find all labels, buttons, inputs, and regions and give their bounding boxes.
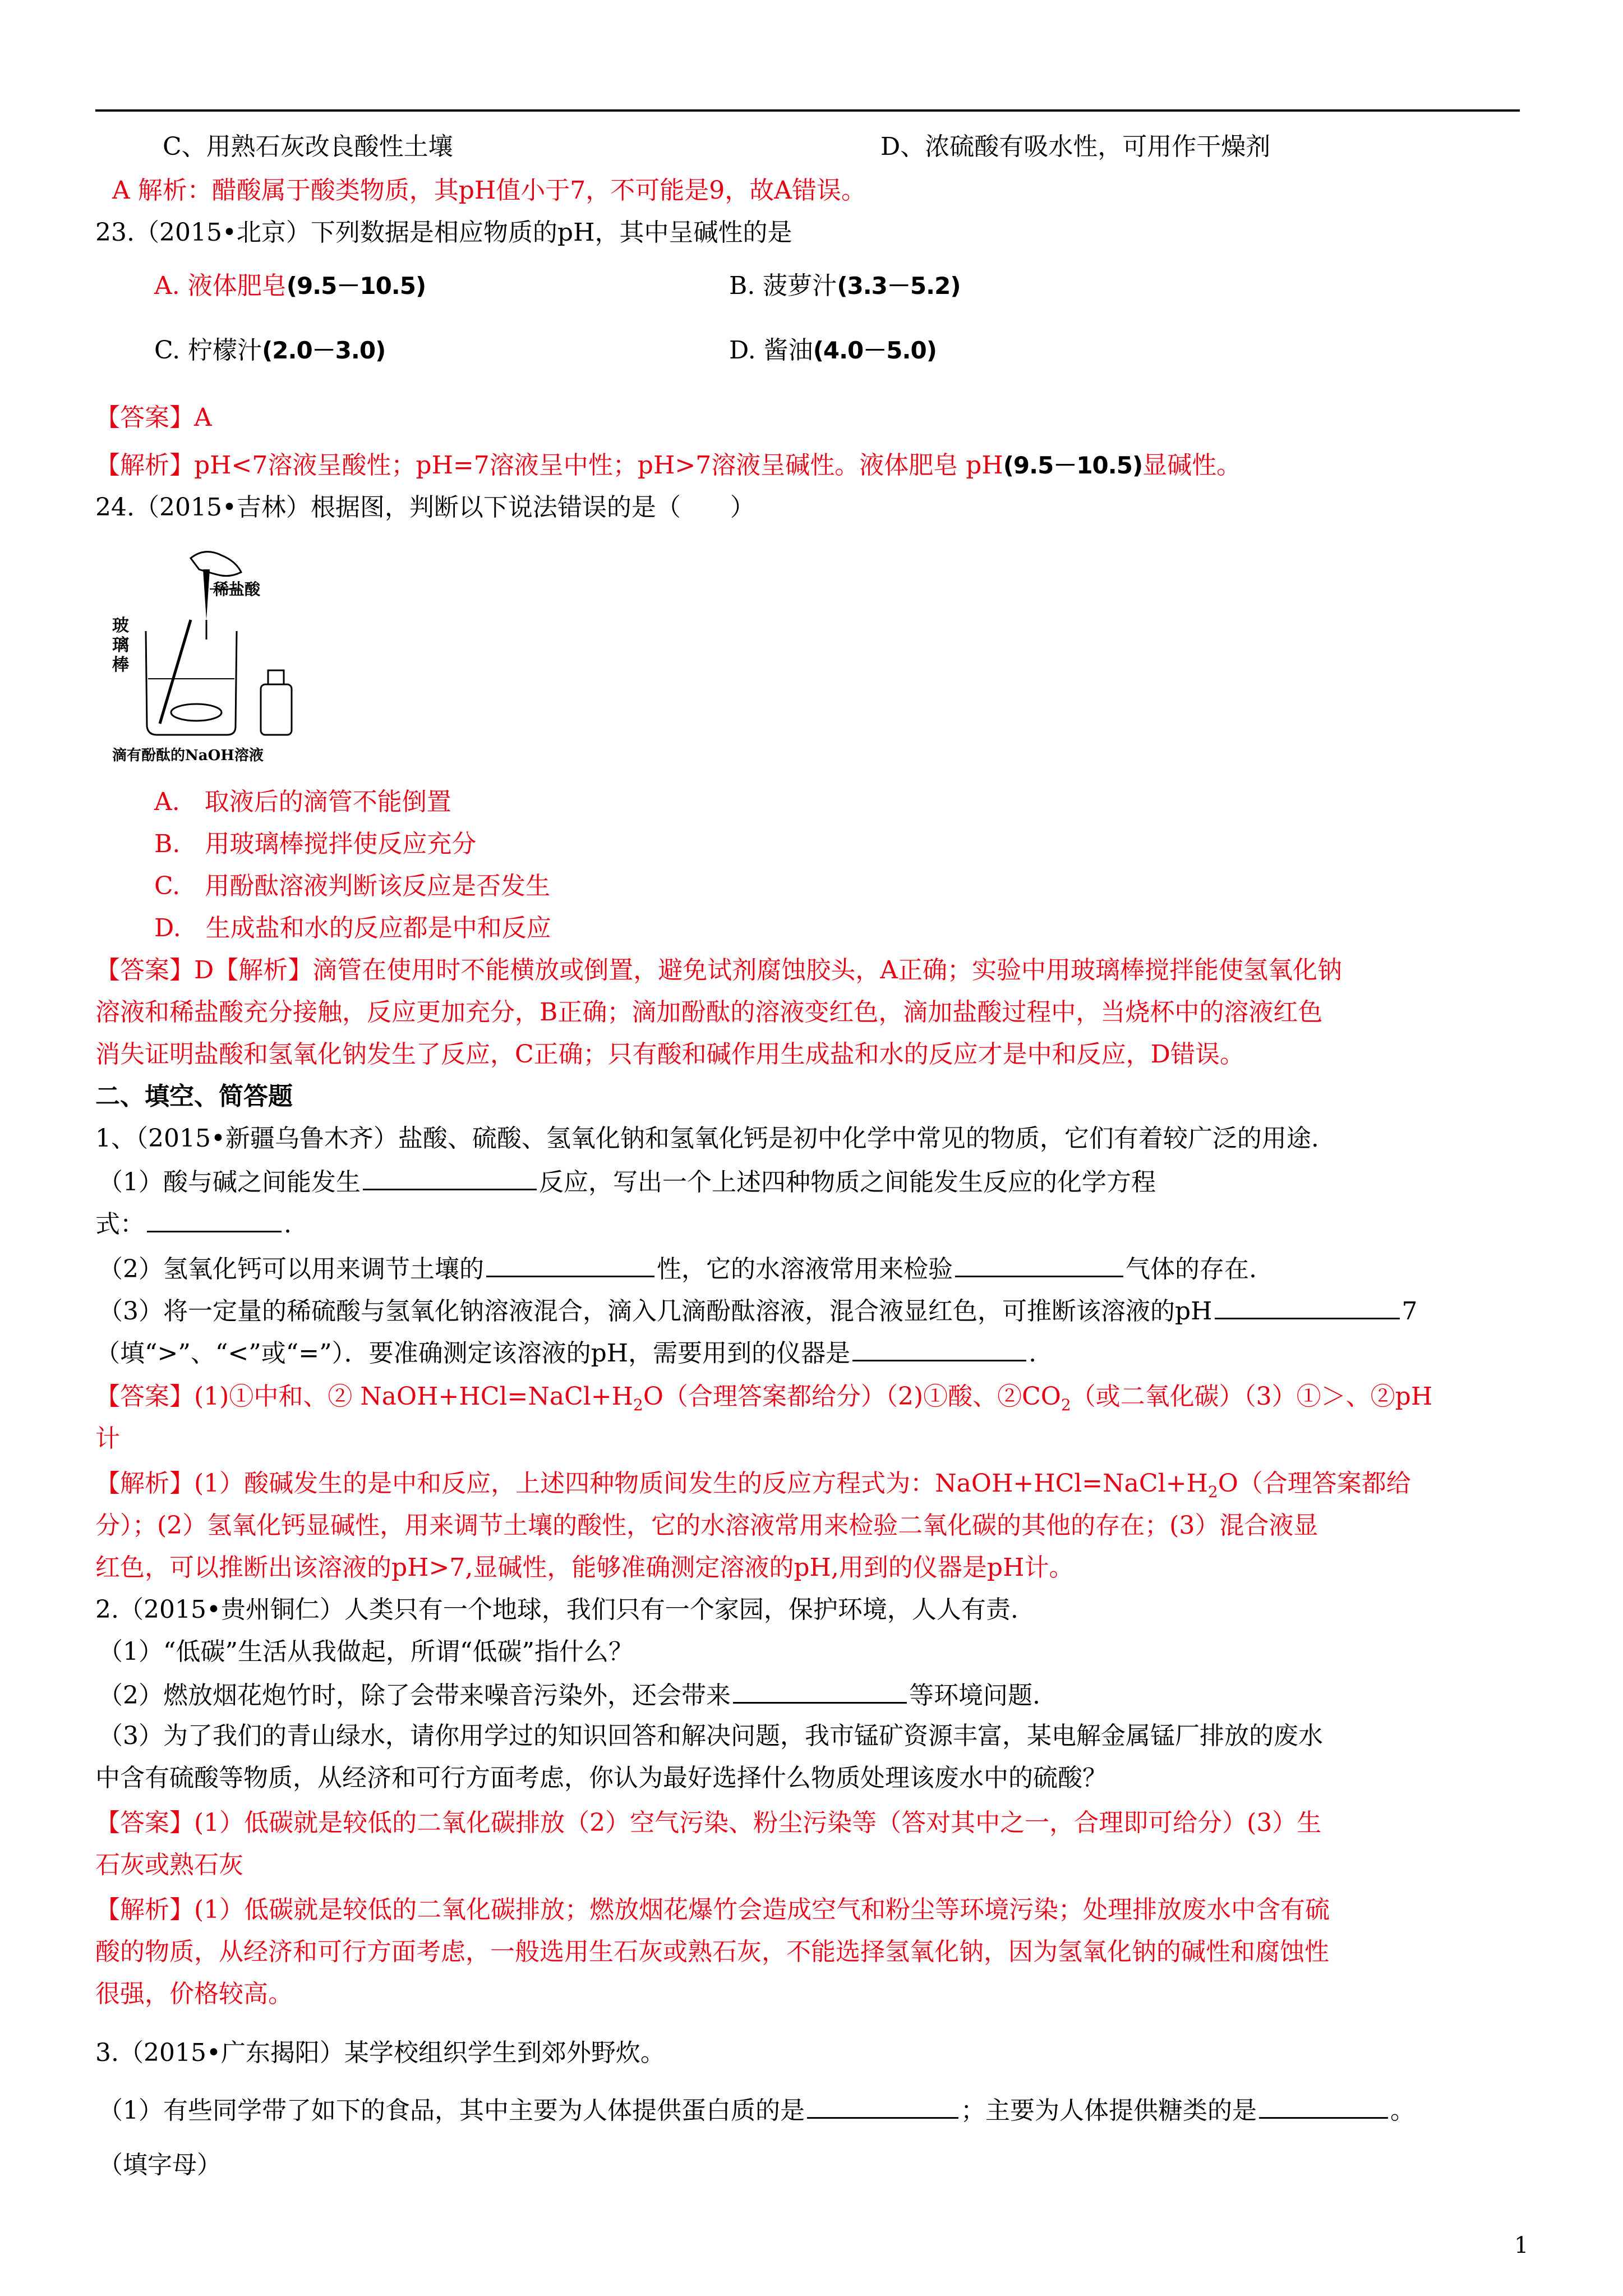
- fq1-analysis-sub: 2: [1207, 1482, 1218, 1501]
- fq1-stem: 1、（2015•新疆乌鲁木齐）盐酸、硫酸、氢氧化钠和氢氧化钙是初中化学中常见的物质，它们有着较广泛的用途.: [95, 1124, 1319, 1153]
- fq1-analysis-text-b: O（合理答案都给: [1218, 1469, 1411, 1498]
- fq3-part1-text-a: （1）有些同学带了如下的食品，其中主要为人体提供蛋白质的是: [98, 2096, 805, 2125]
- q23-option-a-range: (9.5－10.5): [286, 272, 426, 300]
- q24-option-b: B. 用玻璃棒搅拌使反应充分: [154, 830, 477, 858]
- q23-stem: 23.（2015•北京）下列数据是相应物质的pH，其中呈碱性的是: [95, 218, 792, 247]
- fq1-analysis-line-1: [95, 1467, 1411, 1509]
- hand-illustration: [191, 552, 241, 576]
- q23-option-b-label: B. 菠萝汁: [729, 272, 837, 300]
- q23-option-d: [729, 334, 937, 367]
- fq2-blank-1[interactable]: [733, 1677, 907, 1704]
- fq1-part2: [98, 1251, 1257, 1286]
- fq2-answer-line-1: 【答案】(1）低碳就是较低的二氧化碳排放（2）空气污染、粉尘污染等（答对其中之一，合理即可给分）(3）生: [95, 1809, 1322, 1837]
- fq2-part3-line-1: （3）为了我们的青山绿水，请你用学过的知识回答和解决问题，我市锰矿资源丰富，某电解金属锰厂排放的废水: [98, 1722, 1323, 1750]
- fq3-part1-text-b: ；主要为人体提供糖类的是: [961, 2096, 1257, 2125]
- fq1-answer-sub-a: 2: [633, 1395, 643, 1414]
- fq1-blank-3[interactable]: [486, 1251, 654, 1277]
- fq3-blank-1[interactable]: [807, 2092, 958, 2119]
- fq2-part1: （1）“低碳”生活从我做起，所谓“低碳”指什么？: [98, 1637, 633, 1666]
- fq1-blank-5[interactable]: [1215, 1293, 1400, 1319]
- figure-label-solution: 滴有酚酞的NaOH溶液: [112, 747, 264, 764]
- fq1-part2-text-c: 气体的存在.: [1126, 1255, 1257, 1283]
- fq1-analysis-text-a: 【解析】(1）酸碱发生的是中和反应，上述四种物质间发生的反应方程式为：NaOH+HCl=NaCl+H: [95, 1469, 1208, 1498]
- q24-answer-line-3: 消失证明盐酸和氢氧化钠发生了反应，C正确；只有酸和碱作用生成盐和水的反应才是中和反应，D错误。: [95, 1040, 1244, 1069]
- beaker-icon: [146, 631, 237, 735]
- q23-option-c: [154, 334, 385, 367]
- fq2-part2: [98, 1677, 1040, 1713]
- fq1-answer-line-1: [95, 1380, 1432, 1422]
- fq1-answer-line-2: 计: [95, 1424, 120, 1453]
- q23-analysis-text: 【解析】pH<7溶液呈酸性；pH=7溶液呈中性；pH>7溶液呈碱性。液体肥皂 pH: [95, 451, 1003, 480]
- q23-analysis: [95, 449, 1241, 482]
- q24-answer-line-1: 【答案】D【解析】滴管在使用时不能横放或倒置，避免试剂腐蚀胶头，A正确；实验中用玻璃棒搅拌能使氢氧化钠: [95, 956, 1343, 984]
- fq1-answer-text-c: （或二氧化碳）（3）①＞、②pH: [1071, 1382, 1433, 1411]
- fq1-part1-text-a: （1）酸与碱之间能发生: [98, 1168, 361, 1197]
- fq1-blank-2[interactable]: [147, 1206, 282, 1232]
- fq2-analysis-line-3: 很强，价格较高。: [95, 1980, 293, 2008]
- header-rule: [95, 109, 1520, 112]
- q23-option-a: [154, 269, 426, 303]
- q22-option-d: D、浓硫酸有吸水性，可用作干燥剂: [880, 132, 1271, 161]
- figure-label-rod-3: 棒: [112, 655, 129, 675]
- fq1-part2-text-b: 性，它的水溶液常用来检验: [657, 1255, 953, 1283]
- q23-option-b-range: (3.3－5.2): [837, 272, 961, 300]
- fq3-part1: [98, 2092, 1415, 2128]
- q23-answer: 【答案】A: [95, 403, 212, 432]
- figure-label-rod-1: 玻: [112, 616, 129, 636]
- q23-option-c-label: C. 柠檬汁: [154, 336, 262, 365]
- fq3-stem: 3.（2015•广东揭阳）某学校组织学生到郊外野炊。: [95, 2039, 665, 2067]
- q23-option-d-label: D. 酱油: [729, 336, 813, 365]
- fq1-blank-6[interactable]: [852, 1335, 1026, 1361]
- fq1-part3-text-b: 7: [1401, 1297, 1418, 1326]
- fq2-answer-line-2: 石灰或熟石灰: [95, 1851, 243, 1879]
- q23-analysis-range: (9.5－10.5): [1003, 452, 1143, 479]
- fq3-hint: （填字母）: [98, 2151, 222, 2179]
- fq1-part1-text-b: 反应，写出一个上述四种物质之间能发生反应的化学方程: [539, 1168, 1156, 1197]
- fq3-part1-text-c: 。: [1390, 2096, 1415, 2125]
- fq1-part1-cont: [95, 1206, 292, 1241]
- q23-option-b: [729, 269, 961, 303]
- fq1-answer-text-a: 【答案】(1)①中和、② NaOH+HCl=NaCl+H: [95, 1382, 634, 1411]
- q24-option-c: C. 用酚酞溶液判断该反应是否发生: [154, 872, 551, 900]
- q22-answer: A 解析：醋酸属于酸类物质，其pH值小于7，不可能是9，故A错误。: [112, 176, 866, 205]
- fq1-part3: [98, 1293, 1418, 1328]
- fq2-part2-text-a: （2）燃放烟花炮竹时，除了会带来噪音污染外，还会带来: [98, 1681, 731, 1710]
- fq1-analysis-line-3: 红色，可以推断出该溶液的pH>7,显碱性，能够准确测定溶液的pH,用到的仪器是pH计。: [95, 1553, 1074, 1582]
- fq1-part3-cont: [95, 1335, 1036, 1370]
- section-title: 二、填空、简答题: [95, 1082, 293, 1111]
- q23-option-a-label: A. 液体肥皂: [154, 272, 287, 300]
- fq1-part3-text-c: （填“>”、“<”或“=”）．要准确测定该溶液的pH，需要用到的仪器是: [95, 1339, 851, 1368]
- bottle-icon: [261, 684, 292, 735]
- q23-option-d-range: (4.0－5.0): [813, 337, 937, 364]
- fq1-answer-sub-b: 2: [1061, 1395, 1071, 1414]
- fq1-blank-1[interactable]: [363, 1164, 537, 1190]
- q24-stem: 24.（2015•吉林）根据图，判断以下说法错误的是（ ）: [95, 493, 755, 522]
- figure-label-acid: 稀盐酸: [213, 580, 261, 599]
- fq2-analysis-line-1: 【解析】(1）低碳就是较低的二氧化碳排放；燃放烟花爆竹会造成空气和粉尘等环境污染；处理排放废水中含有硫: [95, 1895, 1330, 1924]
- page-number: 1: [1514, 2233, 1529, 2258]
- fq1-analysis-line-2: 分）；(2）氢氧化钙显碱性，用来调节土壤的酸性，它的水溶液常用来检验二氧化碳的其他的存在；(3）混合液显: [95, 1511, 1318, 1540]
- fq2-analysis-line-2: 酸的物质，从经济和可行方面考虑，一般选用生石灰或熟石灰，不能选择氢氧化钠，因为氢氧化钠的碱性和腐蚀性: [95, 1938, 1329, 1966]
- q23-analysis-end: 显碱性。: [1142, 451, 1242, 480]
- fq1-part3-text-d: .: [1029, 1339, 1037, 1368]
- fq1-part1-text-d: .: [284, 1210, 292, 1239]
- q23-option-c-range: (2.0－3.0): [262, 337, 386, 364]
- fq1-answer-text-b: O（合理答案都给分）（2)①酸、②CO: [643, 1382, 1061, 1411]
- q22-option-c: C、用熟石灰改良酸性土壤: [163, 132, 453, 161]
- fq1-blank-4[interactable]: [955, 1251, 1123, 1277]
- fq1-part3-text-a: （3）将一定量的稀硫酸与氢氧化钠溶液混合，滴入几滴酚酞溶液，混合液显红色，可推断该溶液的pH: [98, 1297, 1212, 1326]
- q24-lab-figure: [107, 547, 342, 766]
- fq1-part1-text-c: 式：: [95, 1210, 145, 1239]
- fq1-part1: [98, 1164, 1156, 1199]
- fq2-part2-text-b: 等环境问题.: [909, 1681, 1040, 1710]
- q24-answer-line-2: 溶液和稀盐酸充分接触，反应更加充分，B正确；滴加酚酞的溶液变红色，滴加盐酸过程中，当烧杯中的溶液红色: [95, 998, 1323, 1027]
- dropper-icon: [203, 569, 210, 620]
- fq2-stem: 2.（2015•贵州铜仁）人类只有一个地球，我们只有一个家园，保护环境，人人有责.: [95, 1595, 1018, 1624]
- figure-label-rod-2: 璃: [112, 636, 129, 655]
- q24-option-a: A. 取液后的滴管不能倒置: [154, 788, 451, 816]
- fq2-part3-line-2: 中含有硫酸等物质，从经济和可行方面考虑，你认为最好选择什么物质处理该废水中的硫酸？: [95, 1764, 1107, 1792]
- fq3-blank-2[interactable]: [1259, 2092, 1388, 2119]
- fq1-part2-text-a: （2）氢氧化钙可以用来调节土壤的: [98, 1255, 484, 1283]
- q24-option-d: D. 生成盐和水的反应都是中和反应: [154, 914, 551, 942]
